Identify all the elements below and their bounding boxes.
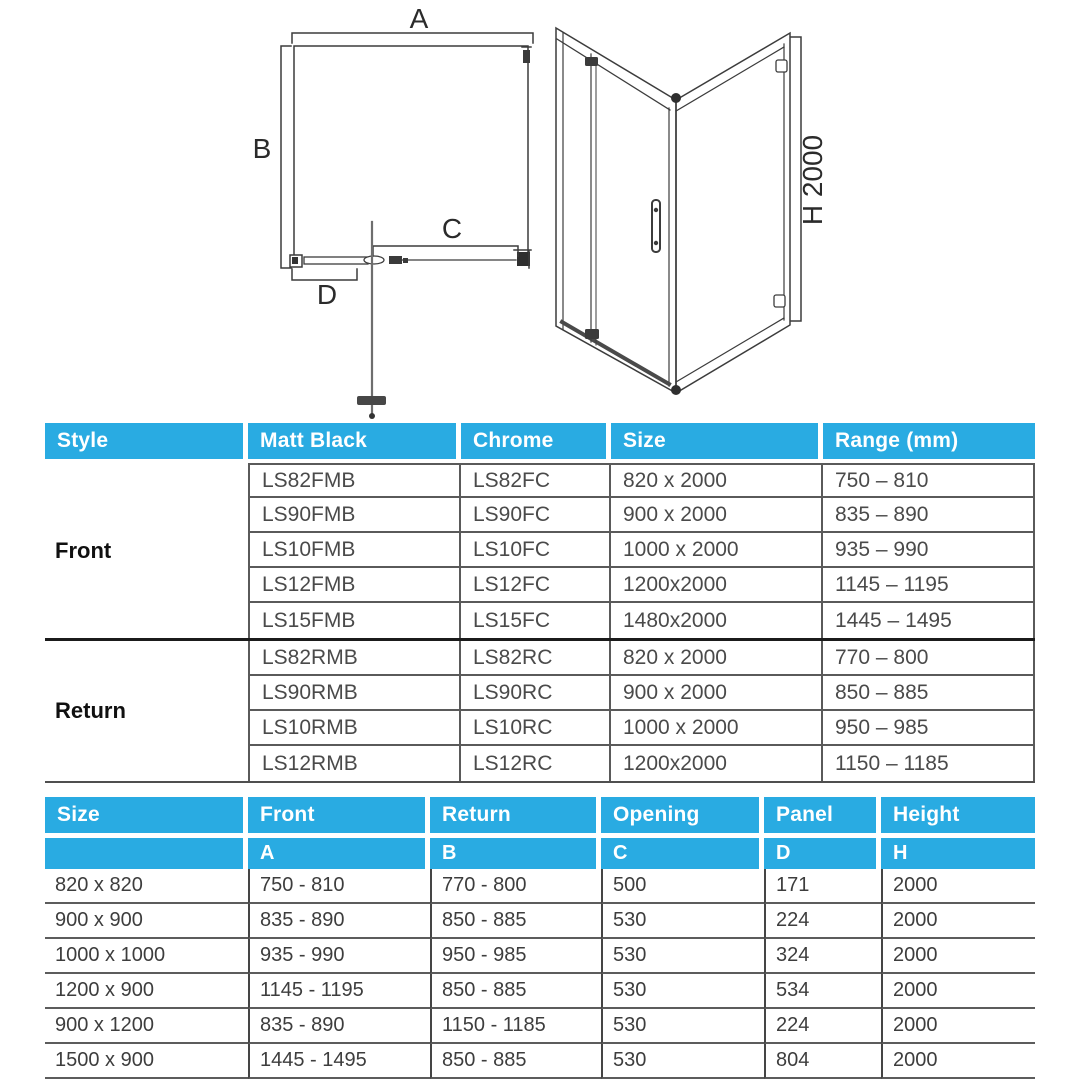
table-cell: LS82FC bbox=[461, 463, 611, 498]
table-cell: LS10RMB bbox=[248, 711, 461, 746]
subheader-h: H bbox=[881, 838, 1035, 869]
table-cell: 2000 bbox=[881, 939, 1035, 974]
plan-glass-outline bbox=[294, 46, 528, 263]
plan-view-drawing bbox=[281, 33, 533, 419]
table-cell: 900 x 1200 bbox=[45, 1009, 248, 1044]
table-cell: LS90RMB bbox=[248, 676, 461, 711]
header-chrome: Chrome bbox=[461, 423, 611, 459]
style-table-header bbox=[45, 423, 1035, 459]
table-cell: 770 - 800 bbox=[430, 869, 601, 904]
table-cell: LS15FMB bbox=[248, 603, 461, 638]
subheader-blank bbox=[45, 838, 248, 869]
table-cell: 835 – 890 bbox=[823, 498, 1035, 533]
table-cell: 500 bbox=[601, 869, 764, 904]
table-cell: LS90FMB bbox=[248, 498, 461, 533]
table-cell: 850 - 885 bbox=[430, 974, 601, 1009]
table-cell: 171 bbox=[764, 869, 881, 904]
style-group-return: Return bbox=[55, 698, 126, 723]
table-cell: 2000 bbox=[881, 904, 1035, 939]
table-cell: 530 bbox=[601, 1044, 764, 1079]
dimension-a-bracket bbox=[292, 33, 533, 43]
table-cell: 850 - 885 bbox=[430, 1044, 601, 1079]
table-cell: 1000 x 1000 bbox=[45, 939, 248, 974]
dimension-b-bracket bbox=[281, 46, 291, 268]
table-cell: 820 x 820 bbox=[45, 869, 248, 904]
table-cell: LS90FC bbox=[461, 498, 611, 533]
table-cell: LS12FMB bbox=[248, 568, 461, 603]
table-cell: 804 bbox=[764, 1044, 881, 1079]
header-range: Range (mm) bbox=[823, 423, 1035, 459]
table-cell: 1150 – 1185 bbox=[823, 746, 1035, 781]
table-cell: 1000 x 2000 bbox=[611, 711, 823, 746]
table-cell: 950 - 985 bbox=[430, 939, 601, 974]
table-cell: 1145 - 1195 bbox=[248, 974, 430, 1009]
table-cell: 530 bbox=[601, 939, 764, 974]
table-cell: 900 x 2000 bbox=[611, 498, 823, 533]
table-cell: LS82RMB bbox=[248, 641, 461, 676]
subheader-d: D bbox=[764, 838, 881, 869]
table-cell: 534 bbox=[764, 974, 881, 1009]
table-cell: 1200 x 900 bbox=[45, 974, 248, 1009]
table-cell: LS12FC bbox=[461, 568, 611, 603]
table-cell: 224 bbox=[764, 904, 881, 939]
table-cell: LS10FC bbox=[461, 533, 611, 568]
label-b: B bbox=[252, 133, 272, 164]
table-cell: LS15FC bbox=[461, 603, 611, 638]
table-cell: LS12RC bbox=[461, 746, 611, 781]
header-opening: Opening bbox=[601, 797, 764, 833]
table-cell: 935 – 990 bbox=[823, 533, 1035, 568]
header-style: Style bbox=[45, 423, 248, 459]
table-cell: 530 bbox=[601, 974, 764, 1009]
style-table-body bbox=[45, 463, 1035, 783]
header-size: Size bbox=[45, 797, 248, 833]
table-cell: 820 x 2000 bbox=[611, 641, 823, 676]
subheader-c: C bbox=[601, 838, 764, 869]
table-cell: LS82RC bbox=[461, 641, 611, 676]
table-cell: 835 - 890 bbox=[248, 1009, 430, 1044]
table-cell: 1000 x 2000 bbox=[611, 533, 823, 568]
header-panel: Panel bbox=[764, 797, 881, 833]
table-cell: LS12RMB bbox=[248, 746, 461, 781]
label-a: A bbox=[409, 3, 429, 34]
style-table-bottom-border bbox=[45, 781, 1035, 783]
table-cell: 1480x2000 bbox=[611, 603, 823, 638]
table-cell: 950 – 985 bbox=[823, 711, 1035, 746]
label-h2000: H 2000 bbox=[797, 134, 828, 226]
table-cell: 2000 bbox=[881, 1009, 1035, 1044]
table-cell: 2000 bbox=[881, 1044, 1035, 1079]
label-c: C bbox=[441, 213, 463, 244]
dimension-table-header bbox=[45, 797, 1035, 869]
table-cell: 2000 bbox=[881, 869, 1035, 904]
table-cell: 1150 - 1185 bbox=[430, 1009, 601, 1044]
table-cell: 1145 – 1195 bbox=[823, 568, 1035, 603]
table-cell: 750 - 810 bbox=[248, 869, 430, 904]
technical-diagram bbox=[0, 0, 1080, 422]
subheader-b: B bbox=[430, 838, 601, 869]
header-front: Front bbox=[248, 797, 430, 833]
table-cell: 935 - 990 bbox=[248, 939, 430, 974]
table-cell: LS10RC bbox=[461, 711, 611, 746]
table-cell: 1500 x 900 bbox=[45, 1044, 248, 1079]
label-d: D bbox=[316, 279, 338, 310]
table-cell: 900 x 900 bbox=[45, 904, 248, 939]
table-cell: 1200x2000 bbox=[611, 746, 823, 781]
header-size: Size bbox=[611, 423, 823, 459]
table-cell: 1445 - 1495 bbox=[248, 1044, 430, 1079]
table-cell: LS90RC bbox=[461, 676, 611, 711]
table-cell: 324 bbox=[764, 939, 881, 974]
table-cell: 1445 – 1495 bbox=[823, 603, 1035, 638]
table-cell: 900 x 2000 bbox=[611, 676, 823, 711]
table-cell: 530 bbox=[601, 904, 764, 939]
style-table bbox=[45, 423, 1035, 783]
subheader-a: A bbox=[248, 838, 430, 869]
table-cell: 750 – 810 bbox=[823, 463, 1035, 498]
door-handle-plan bbox=[357, 396, 386, 405]
table-cell: 770 – 800 bbox=[823, 641, 1035, 676]
table-cell: 1200x2000 bbox=[611, 568, 823, 603]
table-cell: 2000 bbox=[881, 974, 1035, 1009]
table-cell: 224 bbox=[764, 1009, 881, 1044]
dimension-c-bracket bbox=[373, 246, 518, 256]
dimension-table-body bbox=[45, 869, 1035, 1079]
table-cell: LS82FMB bbox=[248, 463, 461, 498]
table-cell: LS10FMB bbox=[248, 533, 461, 568]
style-group-front: Front bbox=[55, 537, 112, 563]
table-cell: 530 bbox=[601, 1009, 764, 1044]
table-cell: 835 - 890 bbox=[248, 904, 430, 939]
table-cell: 850 – 885 bbox=[823, 676, 1035, 711]
table-cell: 850 - 885 bbox=[430, 904, 601, 939]
header-height: Height bbox=[881, 797, 1035, 833]
table-cell: 820 x 2000 bbox=[611, 463, 823, 498]
header-return: Return bbox=[430, 797, 601, 833]
perspective-view-drawing bbox=[556, 28, 801, 395]
header-matt-black: Matt Black bbox=[248, 423, 461, 459]
dimension-table bbox=[45, 797, 1035, 1079]
